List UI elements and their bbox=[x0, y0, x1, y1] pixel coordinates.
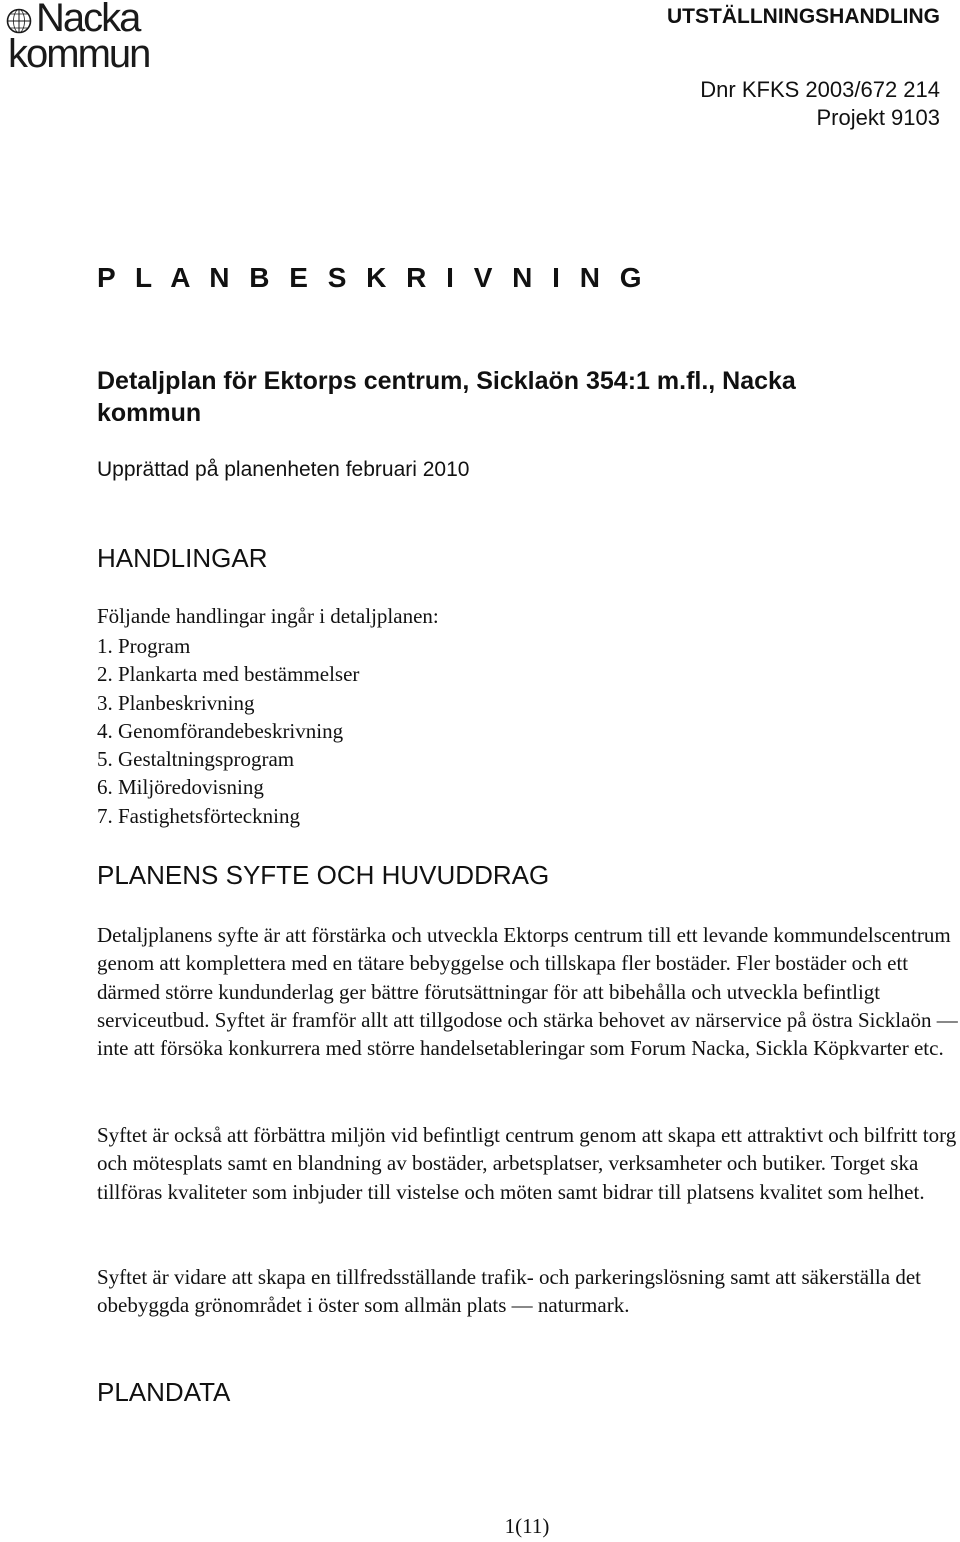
logo-wordmark bbox=[8, 0, 150, 76]
page-number: 1(11) bbox=[504, 1514, 550, 1538]
list-item: 7. Fastighetsförteckning bbox=[97, 803, 300, 828]
document-type-title: P L A N B E S K R I V N I N G bbox=[97, 262, 648, 293]
syfte-paragraph-1: Detaljplanens syfte är att förstärka och utveckla Ektorps centrum till ett levande kommundelscentrum genom att komplettera med en tätare bebyggelse och tillskapa fler bostäder. Fler bostäder och ett därmed större kundunderlag ger bättre förutsättningar för att bibehålla och utveckla befintligt serviceutbud. Syftet är framför allt att tillgodose och stärka behovet av närservice på östra Sicklaön — inte att försöka konkurrera med större handelsetableringar som Forum Nacka, Sickla Köpkvarter etc. bbox=[97, 923, 958, 1061]
list-item: 2. Plankarta med bestämmelser bbox=[97, 662, 360, 687]
document-list bbox=[97, 632, 359, 830]
logo-line-2: kommun bbox=[8, 32, 150, 76]
logo-line-1: Nacka bbox=[36, 0, 140, 40]
handlingar-intro: Följande handlingar ingår i detaljplanen: bbox=[97, 604, 439, 628]
plan-title: Detaljplan för Ektorps centrum, Sicklaön 354:1 m.fl., Nacka kommun bbox=[97, 367, 796, 427]
list-item: 6. Miljöredovisning bbox=[97, 775, 264, 800]
syfte-paragraph-3: Syftet är vidare att skapa en tillfredsställande trafik- och parkeringslösning samt att säkerställa det obebyggda grönområdet i öster som allmän plats — naturmark. bbox=[97, 1265, 921, 1318]
diary-number: Dnr KFKS 2003/672 214 bbox=[700, 77, 940, 102]
list-item: 5. Gestaltningsprogram bbox=[97, 747, 295, 772]
nacka-logo bbox=[6, 0, 166, 80]
heading-plandata: PLANDATA bbox=[97, 1377, 231, 1407]
prepared-date: Upprättad på planenheten februari 2010 bbox=[97, 458, 470, 481]
list-item: 4. Genomförandebeskrivning bbox=[97, 718, 344, 743]
reference-block bbox=[700, 76, 940, 132]
syfte-paragraph-2: Syftet är också att förbättra miljön vid befintligt centrum genom att skapa ett attraktivt och bilfritt torg och mötesplats samt en blandning av bostäder, arbetsplatser, verksamheter och butiker. Torget ska tillföras kvaliteter som inbjuder till vistelse och möten samt bidrar till platsens kvalitet som helhet. bbox=[97, 1123, 957, 1204]
heading-handlingar: HANDLINGAR bbox=[97, 543, 268, 573]
list-item: 1. Program bbox=[97, 634, 191, 658]
list-item: 3. Planbeskrivning bbox=[97, 690, 255, 715]
heading-syfte: PLANENS SYFTE OCH HUVUDDRAG bbox=[97, 860, 550, 890]
project-number: Projekt 9103 bbox=[816, 105, 940, 130]
document-status-stamp: UTSTÄLLNINGSHANDLING bbox=[667, 5, 940, 28]
